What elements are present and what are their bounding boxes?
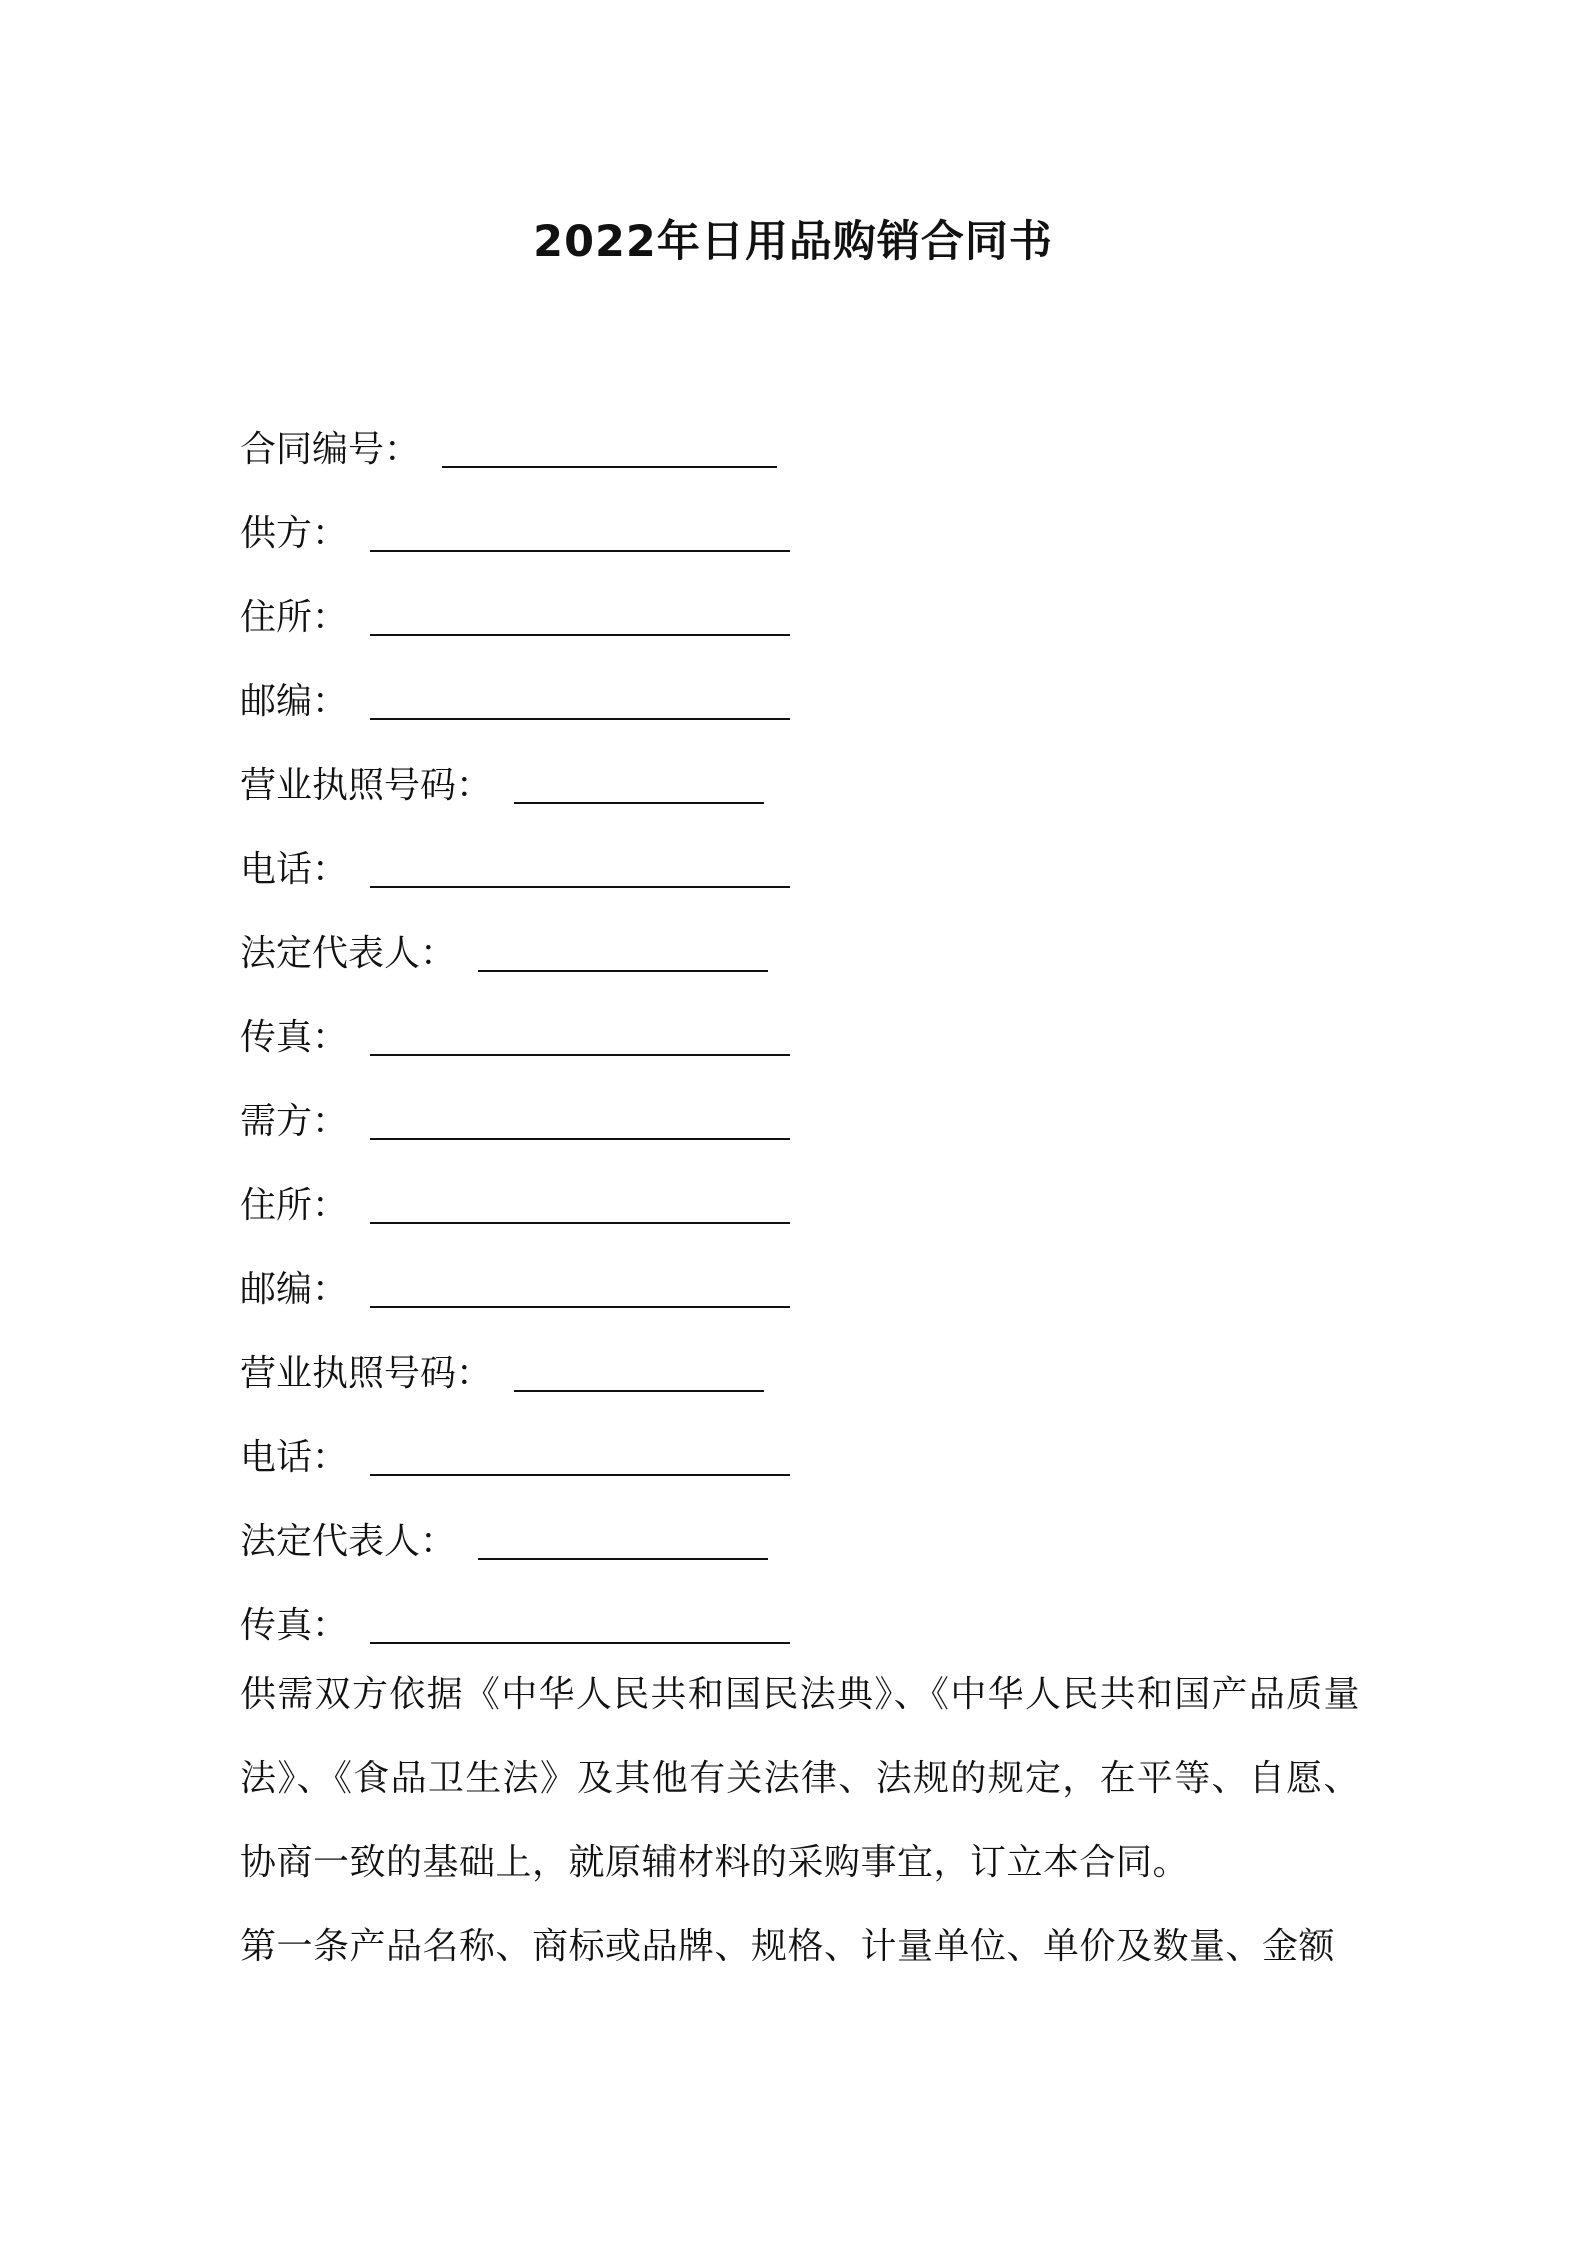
fill-in-blank (370, 714, 790, 720)
field-supplier-phone (240, 828, 1360, 912)
field-buyer-address (240, 1164, 1360, 1248)
fill-in-blank (514, 1386, 764, 1392)
field-supplier-postcode (240, 660, 1360, 744)
field-supplier-license (240, 744, 1360, 828)
field-label: 营业执照号码 (240, 765, 457, 806)
fill-in-blank (478, 1554, 768, 1560)
field-supplier-fax (240, 996, 1360, 1080)
fill-in-blank (370, 546, 790, 552)
field-colon: ： (312, 1269, 349, 1310)
field-label: 住所 (240, 597, 313, 638)
field-label: 供方 (240, 513, 313, 554)
fill-in-blank (442, 462, 777, 468)
field-label: 需方 (240, 1101, 313, 1142)
field-buyer (240, 1080, 1360, 1164)
field-colon: ： (456, 1353, 493, 1394)
fill-in-blank (370, 1638, 790, 1644)
field-label: 住所 (240, 1185, 313, 1226)
field-colon: ： (420, 1521, 457, 1562)
field-label: 邮编 (240, 681, 313, 722)
field-colon: ： (456, 765, 493, 806)
fill-in-blank (370, 630, 790, 636)
field-colon: ： (312, 597, 349, 638)
field-colon: ： (312, 513, 349, 554)
field-label: 邮编 (240, 1269, 313, 1310)
field-buyer-postcode (240, 1248, 1360, 1332)
field-colon: ： (312, 1017, 349, 1058)
field-supplier-address (240, 576, 1360, 660)
field-colon: ： (312, 1437, 349, 1478)
field-colon: ： (312, 849, 349, 890)
fill-in-blank (370, 1134, 790, 1140)
field-colon: ： (312, 681, 349, 722)
fill-in-blank (370, 1302, 790, 1308)
field-buyer-legal-rep (240, 1500, 1360, 1584)
field-label: 传真 (240, 1605, 313, 1646)
fill-in-blank (514, 798, 764, 804)
field-colon: ： (420, 933, 457, 974)
field-colon: ： (312, 1185, 349, 1226)
field-label: 合同编号 (240, 429, 385, 470)
field-label: 法定代表人 (240, 1521, 421, 1562)
field-colon: ： (312, 1605, 349, 1646)
fill-in-blank (478, 966, 768, 972)
field-supplier (240, 492, 1360, 576)
field-contract-number (240, 408, 1360, 492)
field-colon: ： (312, 1101, 349, 1142)
field-label: 电话 (240, 849, 313, 890)
field-buyer-license (240, 1332, 1360, 1416)
article-1-heading: 第一条产品名称、商标或品牌、规格、计量单位、单价及数量、金额 (240, 1926, 1336, 1967)
fill-in-blank (370, 1050, 790, 1056)
fill-in-blank (370, 1470, 790, 1476)
document-title: 2022年日用品购销合同书 (533, 217, 1053, 267)
field-label: 传真 (240, 1017, 313, 1058)
intro-paragraph: 供需双方依据《中华人民共和国民法典》、《中华人民共和国产品质量法》、《食品卫生法》及其他有关法律、法规的规定，在平等、自愿、协商一致的基础上，就原辅材料的采购事宜，订立本合同。 (240, 1674, 1360, 1883)
fill-in-blank (370, 1218, 790, 1224)
field-supplier-legal-rep (240, 912, 1360, 996)
field-buyer-phone (240, 1416, 1360, 1500)
field-colon: ： (384, 429, 421, 470)
party-info-fields (240, 408, 1360, 1668)
field-label: 法定代表人 (240, 933, 421, 974)
field-label: 营业执照号码 (240, 1353, 457, 1394)
field-label: 电话 (240, 1437, 313, 1478)
fill-in-blank (370, 882, 790, 888)
